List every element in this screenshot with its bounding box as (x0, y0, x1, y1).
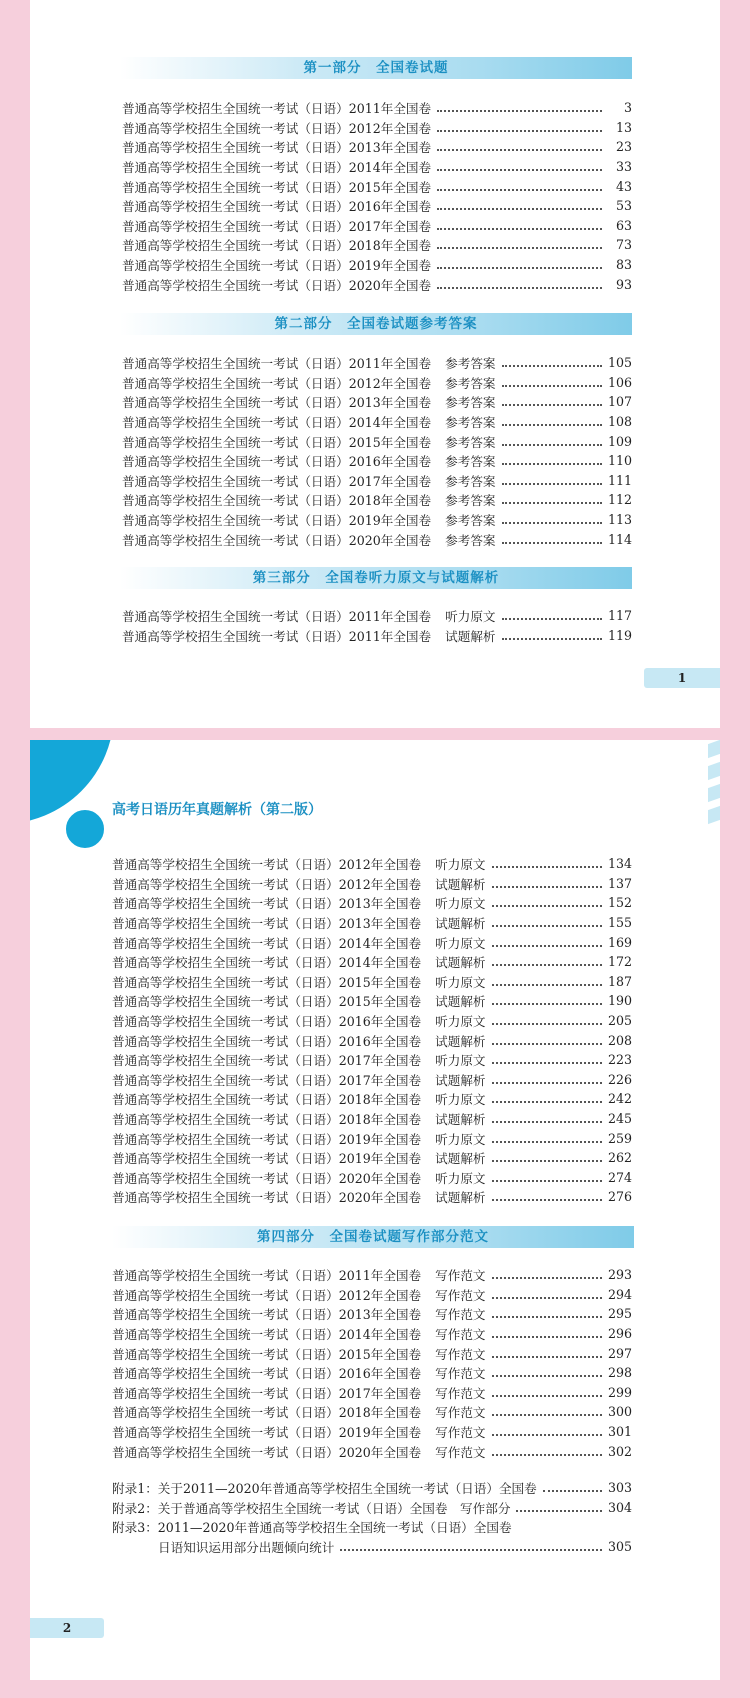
toc-entry[interactable] (122, 510, 632, 530)
page-ref: 208 (607, 1032, 632, 1048)
toc-entry[interactable] (112, 1168, 632, 1188)
page-ref: 93 (615, 276, 632, 292)
page-ref: 13 (615, 119, 632, 135)
entry-title: 普通高等学校招生全国统一考试（日语）2014年全国卷 (122, 415, 432, 431)
toc-entry[interactable] (112, 1285, 632, 1305)
toc-entry[interactable] (112, 972, 632, 992)
appendix-item[interactable] (112, 1537, 632, 1557)
toc-entry[interactable] (122, 412, 632, 432)
toc-entry[interactable] (112, 1011, 632, 1031)
entry-type: 参考答案 (445, 473, 496, 489)
entry-type: 参考答案 (445, 415, 496, 431)
entry-title: 普通高等学校招生全国统一考试（日语）2020年全国卷 (112, 1190, 422, 1206)
dot-leader (492, 1061, 602, 1064)
entry-title: 普通高等学校招生全国统一考试（日语）2013年全国卷 (112, 1307, 422, 1323)
dot-leader (492, 944, 602, 947)
page-ref: 293 (607, 1267, 632, 1283)
entry-type: 听力原文 (435, 935, 486, 951)
appendix-item[interactable] (112, 1498, 632, 1518)
page-ref: 114 (607, 531, 632, 547)
book-title: 高考日语历年真题解析（第二版） (112, 802, 322, 818)
entry-type: 听力原文 (435, 974, 486, 990)
entry-title: 普通高等学校招生全国统一考试（日语）2011年全国卷 (122, 609, 432, 625)
toc-entry[interactable] (112, 932, 632, 952)
toc-entry[interactable] (112, 1441, 632, 1461)
entry-title: 普通高等学校招生全国统一考试（日语）2020年全国卷 (122, 277, 432, 293)
entry-type: 试题解析 (435, 1072, 486, 1088)
toc-entry[interactable] (122, 118, 632, 138)
page-ref: 294 (607, 1286, 632, 1302)
entry-type: 写作范文 (435, 1346, 486, 1362)
appendix-item[interactable] (112, 1478, 632, 1498)
entry-type: 试题解析 (435, 1033, 486, 1049)
page-ref: 33 (615, 159, 632, 175)
page-ref: 205 (607, 1013, 632, 1029)
dot-leader (437, 286, 602, 289)
page-ref: 107 (607, 394, 632, 410)
dot-leader (492, 865, 602, 868)
appendix-list (112, 1478, 632, 1556)
section-header-part3: 第三部分 全国卷听力原文与试题解析 (120, 567, 632, 589)
dot-leader (340, 1548, 602, 1551)
appendix-text: 附录1：关于2011—2020年普通高等学校招生全国统一考试（日语）全国卷 (112, 1481, 537, 1497)
entry-type: 参考答案 (445, 375, 496, 391)
entry-title: 普通高等学校招生全国统一考试（日语）2016年全国卷 (112, 1033, 422, 1049)
dot-leader (502, 541, 602, 544)
toc-entry[interactable] (112, 1089, 632, 1109)
entry-title: 普通高等学校招生全国统一考试（日语）2017年全国卷 (122, 218, 432, 234)
entry-title: 普通高等学校招生全国统一考试（日语）2017年全国卷 (112, 1053, 422, 1069)
entry-type: 参考答案 (445, 513, 496, 529)
appendix-text: 附录2：关于普通高等学校招生全国统一考试（日语）全国卷 写作部分 (112, 1500, 511, 1516)
entry-type: 听力原文 (435, 1053, 486, 1069)
dot-leader (492, 1022, 602, 1025)
page-ref: 296 (607, 1326, 632, 1342)
appendix-text: 附录3：2011—2020年普通高等学校招生全国统一考试（日语）全国卷 (112, 1520, 512, 1536)
dot-leader (492, 1355, 602, 1358)
page-ref: 298 (607, 1365, 632, 1381)
toc-entry[interactable] (112, 1324, 632, 1344)
entry-title: 普通高等学校招生全国统一考试（日语）2014年全国卷 (122, 160, 432, 176)
toc-entry[interactable] (122, 606, 632, 626)
entry-type: 写作范文 (435, 1327, 486, 1343)
entry-type: 写作范文 (435, 1385, 486, 1401)
entry-title: 普通高等学校招生全国统一考试（日语）2019年全国卷 (122, 258, 432, 274)
page-ref: 152 (607, 895, 632, 911)
entry-title: 普通高等学校招生全国统一考试（日语）2017年全国卷 (112, 1072, 422, 1088)
page-ref: 169 (607, 934, 632, 950)
dot-leader (492, 1081, 602, 1084)
entry-type: 听力原文 (435, 896, 486, 912)
entry-title: 普通高等学校招生全国统一考试（日语）2012年全国卷 (112, 876, 422, 892)
toc-entry[interactable] (112, 1402, 632, 1422)
toc-entry[interactable] (112, 1109, 632, 1129)
toc-entry[interactable] (112, 1030, 632, 1050)
dot-leader (437, 129, 602, 132)
page-ref: 300 (607, 1404, 632, 1420)
page-ref: 137 (607, 875, 632, 891)
page-ref: 109 (607, 433, 632, 449)
entry-title: 普通高等学校招生全国统一考试（日语）2018年全国卷 (122, 493, 432, 509)
toc-entry[interactable] (112, 1383, 632, 1403)
entry-type: 参考答案 (445, 454, 496, 470)
entry-title: 普通高等学校招生全国统一考试（日语）2017年全国卷 (122, 473, 432, 489)
page-ref: 187 (607, 973, 632, 989)
entry-title: 普通高等学校招生全国统一考试（日语）2019年全国卷 (112, 1425, 422, 1441)
entry-type: 试题解析 (435, 955, 486, 971)
entry-title: 普通高等学校招生全国统一考试（日语）2015年全国卷 (112, 974, 422, 990)
page-ref: 113 (607, 512, 632, 528)
dot-leader (492, 1276, 602, 1279)
entry-title: 普通高等学校招生全国统一考试（日语）2020年全国卷 (112, 1444, 422, 1460)
toc-list-part1 (122, 98, 632, 294)
dot-leader (492, 924, 602, 927)
dot-leader (492, 1120, 602, 1123)
entry-title: 普通高等学校招生全国统一考试（日语）2016年全国卷 (122, 454, 432, 470)
toc-entry[interactable] (112, 1363, 632, 1383)
toc-entry[interactable] (112, 1343, 632, 1363)
entry-type: 听力原文 (445, 609, 496, 625)
page-ref: 108 (607, 414, 632, 430)
toc-entry[interactable] (122, 98, 632, 118)
toc-entry[interactable] (112, 1070, 632, 1090)
page-ref: 226 (607, 1071, 632, 1087)
toc-list-part2 (122, 353, 632, 549)
dot-leader (502, 617, 602, 620)
toc-entry[interactable] (122, 626, 632, 646)
toc-entry[interactable] (122, 431, 632, 451)
dot-leader (502, 384, 602, 387)
page-ref: 302 (607, 1443, 632, 1459)
entry-type: 试题解析 (435, 876, 486, 892)
dot-leader (502, 443, 602, 446)
toc-entry[interactable] (112, 1265, 632, 1285)
entry-title: 普通高等学校招生全国统一考试（日语）2011年全国卷 (122, 356, 432, 372)
decorative-stripe (708, 740, 720, 758)
entry-type: 写作范文 (435, 1366, 486, 1382)
dot-leader (492, 1100, 602, 1103)
page-ref: 274 (607, 1169, 632, 1185)
toc-entry[interactable] (122, 196, 632, 216)
page-ref: 112 (607, 492, 632, 508)
toc-entry[interactable] (122, 216, 632, 236)
dot-leader (492, 1296, 602, 1299)
section-header-part4: 第四部分 全国卷试题写作部分范文 (112, 1226, 634, 1248)
entry-title: 普通高等学校招生全国统一考试（日语）2019年全国卷 (112, 1131, 422, 1147)
page-ref: 23 (615, 139, 632, 155)
page-ref: 276 (607, 1189, 632, 1205)
dot-leader (502, 501, 602, 504)
section-header-part2: 第二部分 全国卷试题参考答案 (120, 313, 632, 335)
entry-type: 听力原文 (435, 1092, 486, 1108)
entry-type: 写作范文 (435, 1307, 486, 1323)
page-ref: 242 (607, 1091, 632, 1107)
toc-entry[interactable] (122, 137, 632, 157)
entry-title: 普通高等学校招生全国统一考试（日语）2018年全国卷 (112, 1092, 422, 1108)
entry-title: 普通高等学校招生全国统一考试（日语）2011年全国卷 (122, 101, 432, 117)
dot-leader (492, 1413, 602, 1416)
entry-type: 写作范文 (435, 1405, 486, 1421)
toc-entry[interactable] (122, 471, 632, 491)
entry-title: 普通高等学校招生全国统一考试（日语）2020年全国卷 (112, 1170, 422, 1186)
entry-title: 普通高等学校招生全国统一考试（日语）2013年全国卷 (112, 916, 422, 932)
entry-title: 普通高等学校招生全国统一考试（日语）2013年全国卷 (112, 896, 422, 912)
dot-leader (502, 423, 602, 426)
toc-entry[interactable] (122, 392, 632, 412)
entry-type: 试题解析 (435, 994, 486, 1010)
toc-entry[interactable] (122, 373, 632, 393)
page-ref: 110 (607, 453, 632, 469)
entry-title: 普通高等学校招生全国统一考试（日语）2014年全国卷 (112, 955, 422, 971)
page-ref: 172 (607, 954, 632, 970)
entry-title: 普通高等学校招生全国统一考试（日语）2019年全国卷 (122, 513, 432, 529)
dot-leader (502, 482, 602, 485)
dot-leader (502, 521, 602, 524)
toc-entry[interactable] (122, 176, 632, 196)
dot-leader (492, 1335, 602, 1338)
entry-title: 普通高等学校招生全国统一考试（日语）2016年全国卷 (112, 1366, 422, 1382)
page-ref: 305 (607, 1539, 632, 1555)
dot-leader (502, 364, 602, 367)
page-ref: 303 (607, 1480, 632, 1496)
dot-leader (492, 1315, 602, 1318)
page-ref: 119 (607, 627, 632, 643)
entry-type: 试题解析 (435, 1112, 486, 1128)
entry-title: 普通高等学校招生全国统一考试（日语）2012年全国卷 (122, 375, 432, 391)
dot-leader (437, 266, 602, 269)
toc-list-part3 (122, 606, 632, 645)
entry-title: 普通高等学校招生全国统一考试（日语）2012年全国卷 (112, 857, 422, 873)
dot-leader (437, 188, 602, 191)
page-ref: 304 (607, 1499, 632, 1515)
entry-title: 普通高等学校招生全国统一考试（日语）2011年全国卷 (122, 628, 432, 644)
page-ref: 63 (615, 217, 632, 233)
dot-leader (492, 963, 602, 966)
dot-leader (492, 1453, 602, 1456)
decorative-stripe (708, 806, 720, 824)
page-ref: 117 (607, 608, 632, 624)
toc-page-2 (30, 740, 720, 1680)
dot-leader (437, 207, 602, 210)
page-ref: 134 (607, 856, 632, 872)
entry-type: 听力原文 (435, 857, 486, 873)
appendix-text: 日语知识运用部分出题倾向统计 (158, 1540, 335, 1556)
entry-type: 参考答案 (445, 395, 496, 411)
page-ref: 155 (607, 915, 632, 931)
dot-leader (437, 148, 602, 151)
entry-title: 普通高等学校招生全国统一考试（日语）2013年全国卷 (122, 395, 432, 411)
entry-title: 普通高等学校招生全国统一考试（日语）2012年全国卷 (112, 1287, 422, 1303)
toc-entry[interactable] (112, 1304, 632, 1324)
page-ref: 106 (607, 374, 632, 390)
entry-type: 参考答案 (445, 434, 496, 450)
entry-title: 普通高等学校招生全国统一考试（日语）2018年全国卷 (112, 1112, 422, 1128)
dot-leader (492, 1002, 602, 1005)
entry-title: 普通高等学校招生全国统一考试（日语）2017年全国卷 (112, 1385, 422, 1401)
dot-leader (502, 462, 602, 465)
dot-leader (492, 1433, 602, 1436)
dot-leader (437, 168, 602, 171)
dot-leader (492, 1159, 602, 1162)
appendix-item[interactable] (112, 1517, 632, 1537)
toc-entry[interactable] (112, 991, 632, 1011)
page-ref: 111 (607, 472, 632, 488)
toc-list-part4 (112, 1265, 632, 1461)
toc-entry[interactable] (112, 854, 632, 874)
toc-entry[interactable] (112, 1422, 632, 1442)
toc-entry[interactable] (112, 874, 632, 894)
page-ref: 297 (607, 1345, 632, 1361)
page-ref: 259 (607, 1130, 632, 1146)
dot-leader (437, 109, 602, 112)
page-ref: 53 (615, 198, 632, 214)
entry-type: 写作范文 (435, 1444, 486, 1460)
entry-title: 普通高等学校招生全国统一考试（日语）2015年全国卷 (122, 179, 432, 195)
entry-type: 参考答案 (445, 356, 496, 372)
dot-leader (502, 637, 602, 640)
dot-leader (492, 904, 602, 907)
dot-leader (437, 246, 602, 249)
page-ref: 190 (607, 993, 632, 1009)
entry-type: 写作范文 (435, 1425, 486, 1441)
page-ref: 43 (615, 178, 632, 194)
dot-leader (502, 403, 602, 406)
toc-entry[interactable] (112, 1128, 632, 1148)
entry-title: 普通高等学校招生全国统一考试（日语）2015年全国卷 (122, 434, 432, 450)
toc-entry[interactable] (122, 274, 632, 294)
entry-title: 普通高等学校招生全国统一考试（日语）2015年全国卷 (112, 1346, 422, 1362)
toc-list-part3-continued (112, 854, 632, 1207)
toc-entry[interactable] (122, 255, 632, 275)
decorative-stripe (708, 784, 720, 802)
dot-leader (492, 1179, 602, 1182)
toc-entry[interactable] (112, 1187, 632, 1207)
entry-type: 试题解析 (445, 628, 496, 644)
entry-type: 听力原文 (435, 1170, 486, 1186)
dot-leader (492, 1042, 602, 1045)
page-ref: 299 (607, 1384, 632, 1400)
page-ref: 223 (607, 1052, 632, 1068)
toc-entry[interactable] (122, 157, 632, 177)
decorative-ring-circle (63, 807, 107, 851)
dot-leader (492, 1198, 602, 1201)
entry-title: 普通高等学校招生全国统一考试（日语）2015年全国卷 (112, 994, 422, 1010)
page-ref: 262 (607, 1150, 632, 1166)
toc-entry[interactable] (122, 235, 632, 255)
page-number: 2 (30, 1618, 104, 1638)
dot-leader (516, 1509, 602, 1512)
entry-title: 普通高等学校招生全国统一考试（日语）2012年全国卷 (122, 120, 432, 136)
entry-type: 试题解析 (435, 1151, 486, 1167)
entry-type: 写作范文 (435, 1268, 486, 1284)
toc-entry[interactable] (112, 1050, 632, 1070)
page-ref: 83 (615, 257, 632, 273)
entry-title: 普通高等学校招生全国统一考试（日语）2016年全国卷 (112, 1014, 422, 1030)
toc-entry[interactable] (122, 353, 632, 373)
page-ref: 3 (623, 100, 632, 116)
page-ref: 245 (607, 1111, 632, 1127)
toc-entry[interactable] (112, 893, 632, 913)
entry-type: 试题解析 (435, 1190, 486, 1206)
entry-title: 普通高等学校招生全国统一考试（日语）2018年全国卷 (112, 1405, 422, 1421)
toc-entry[interactable] (122, 451, 632, 471)
toc-entry[interactable] (122, 490, 632, 510)
toc-entry[interactable] (112, 1148, 632, 1168)
toc-entry[interactable] (122, 529, 632, 549)
page-ref: 73 (615, 237, 632, 253)
entry-title: 普通高等学校招生全国统一考试（日语）2019年全国卷 (112, 1151, 422, 1167)
entry-type: 参考答案 (445, 493, 496, 509)
entry-type: 写作范文 (435, 1287, 486, 1303)
entry-title: 普通高等学校招生全国统一考试（日语）2014年全国卷 (112, 1327, 422, 1343)
toc-page-1 (30, 0, 720, 728)
toc-entry[interactable] (112, 913, 632, 933)
page-ref: 295 (607, 1306, 632, 1322)
page-ref: 105 (607, 355, 632, 371)
page-number: 1 (644, 668, 720, 688)
dot-leader (437, 227, 602, 230)
dot-leader (492, 1374, 602, 1377)
entry-type: 试题解析 (435, 916, 486, 932)
entry-type: 参考答案 (445, 532, 496, 548)
decorative-stripe (708, 762, 720, 780)
entry-title: 普通高等学校招生全国统一考试（日语）2020年全国卷 (122, 532, 432, 548)
entry-title: 普通高等学校招生全国统一考试（日语）2016年全国卷 (122, 199, 432, 215)
entry-title: 普通高等学校招生全国统一考试（日语）2014年全国卷 (112, 935, 422, 951)
dot-leader (492, 1394, 602, 1397)
entry-type: 听力原文 (435, 1014, 486, 1030)
entry-type: 听力原文 (435, 1131, 486, 1147)
entry-title: 普通高等学校招生全国统一考试（日语）2011年全国卷 (112, 1268, 422, 1284)
entry-title: 普通高等学校招生全国统一考试（日语）2013年全国卷 (122, 140, 432, 156)
page-ref: 301 (607, 1424, 632, 1440)
dot-leader (543, 1489, 602, 1492)
entry-title: 普通高等学校招生全国统一考试（日语）2018年全国卷 (122, 238, 432, 254)
dot-leader (492, 1140, 602, 1143)
toc-entry[interactable] (112, 952, 632, 972)
dot-leader (492, 983, 602, 986)
dot-leader (492, 885, 602, 888)
section-header-part1: 第一部分 全国卷试题 (120, 57, 632, 79)
